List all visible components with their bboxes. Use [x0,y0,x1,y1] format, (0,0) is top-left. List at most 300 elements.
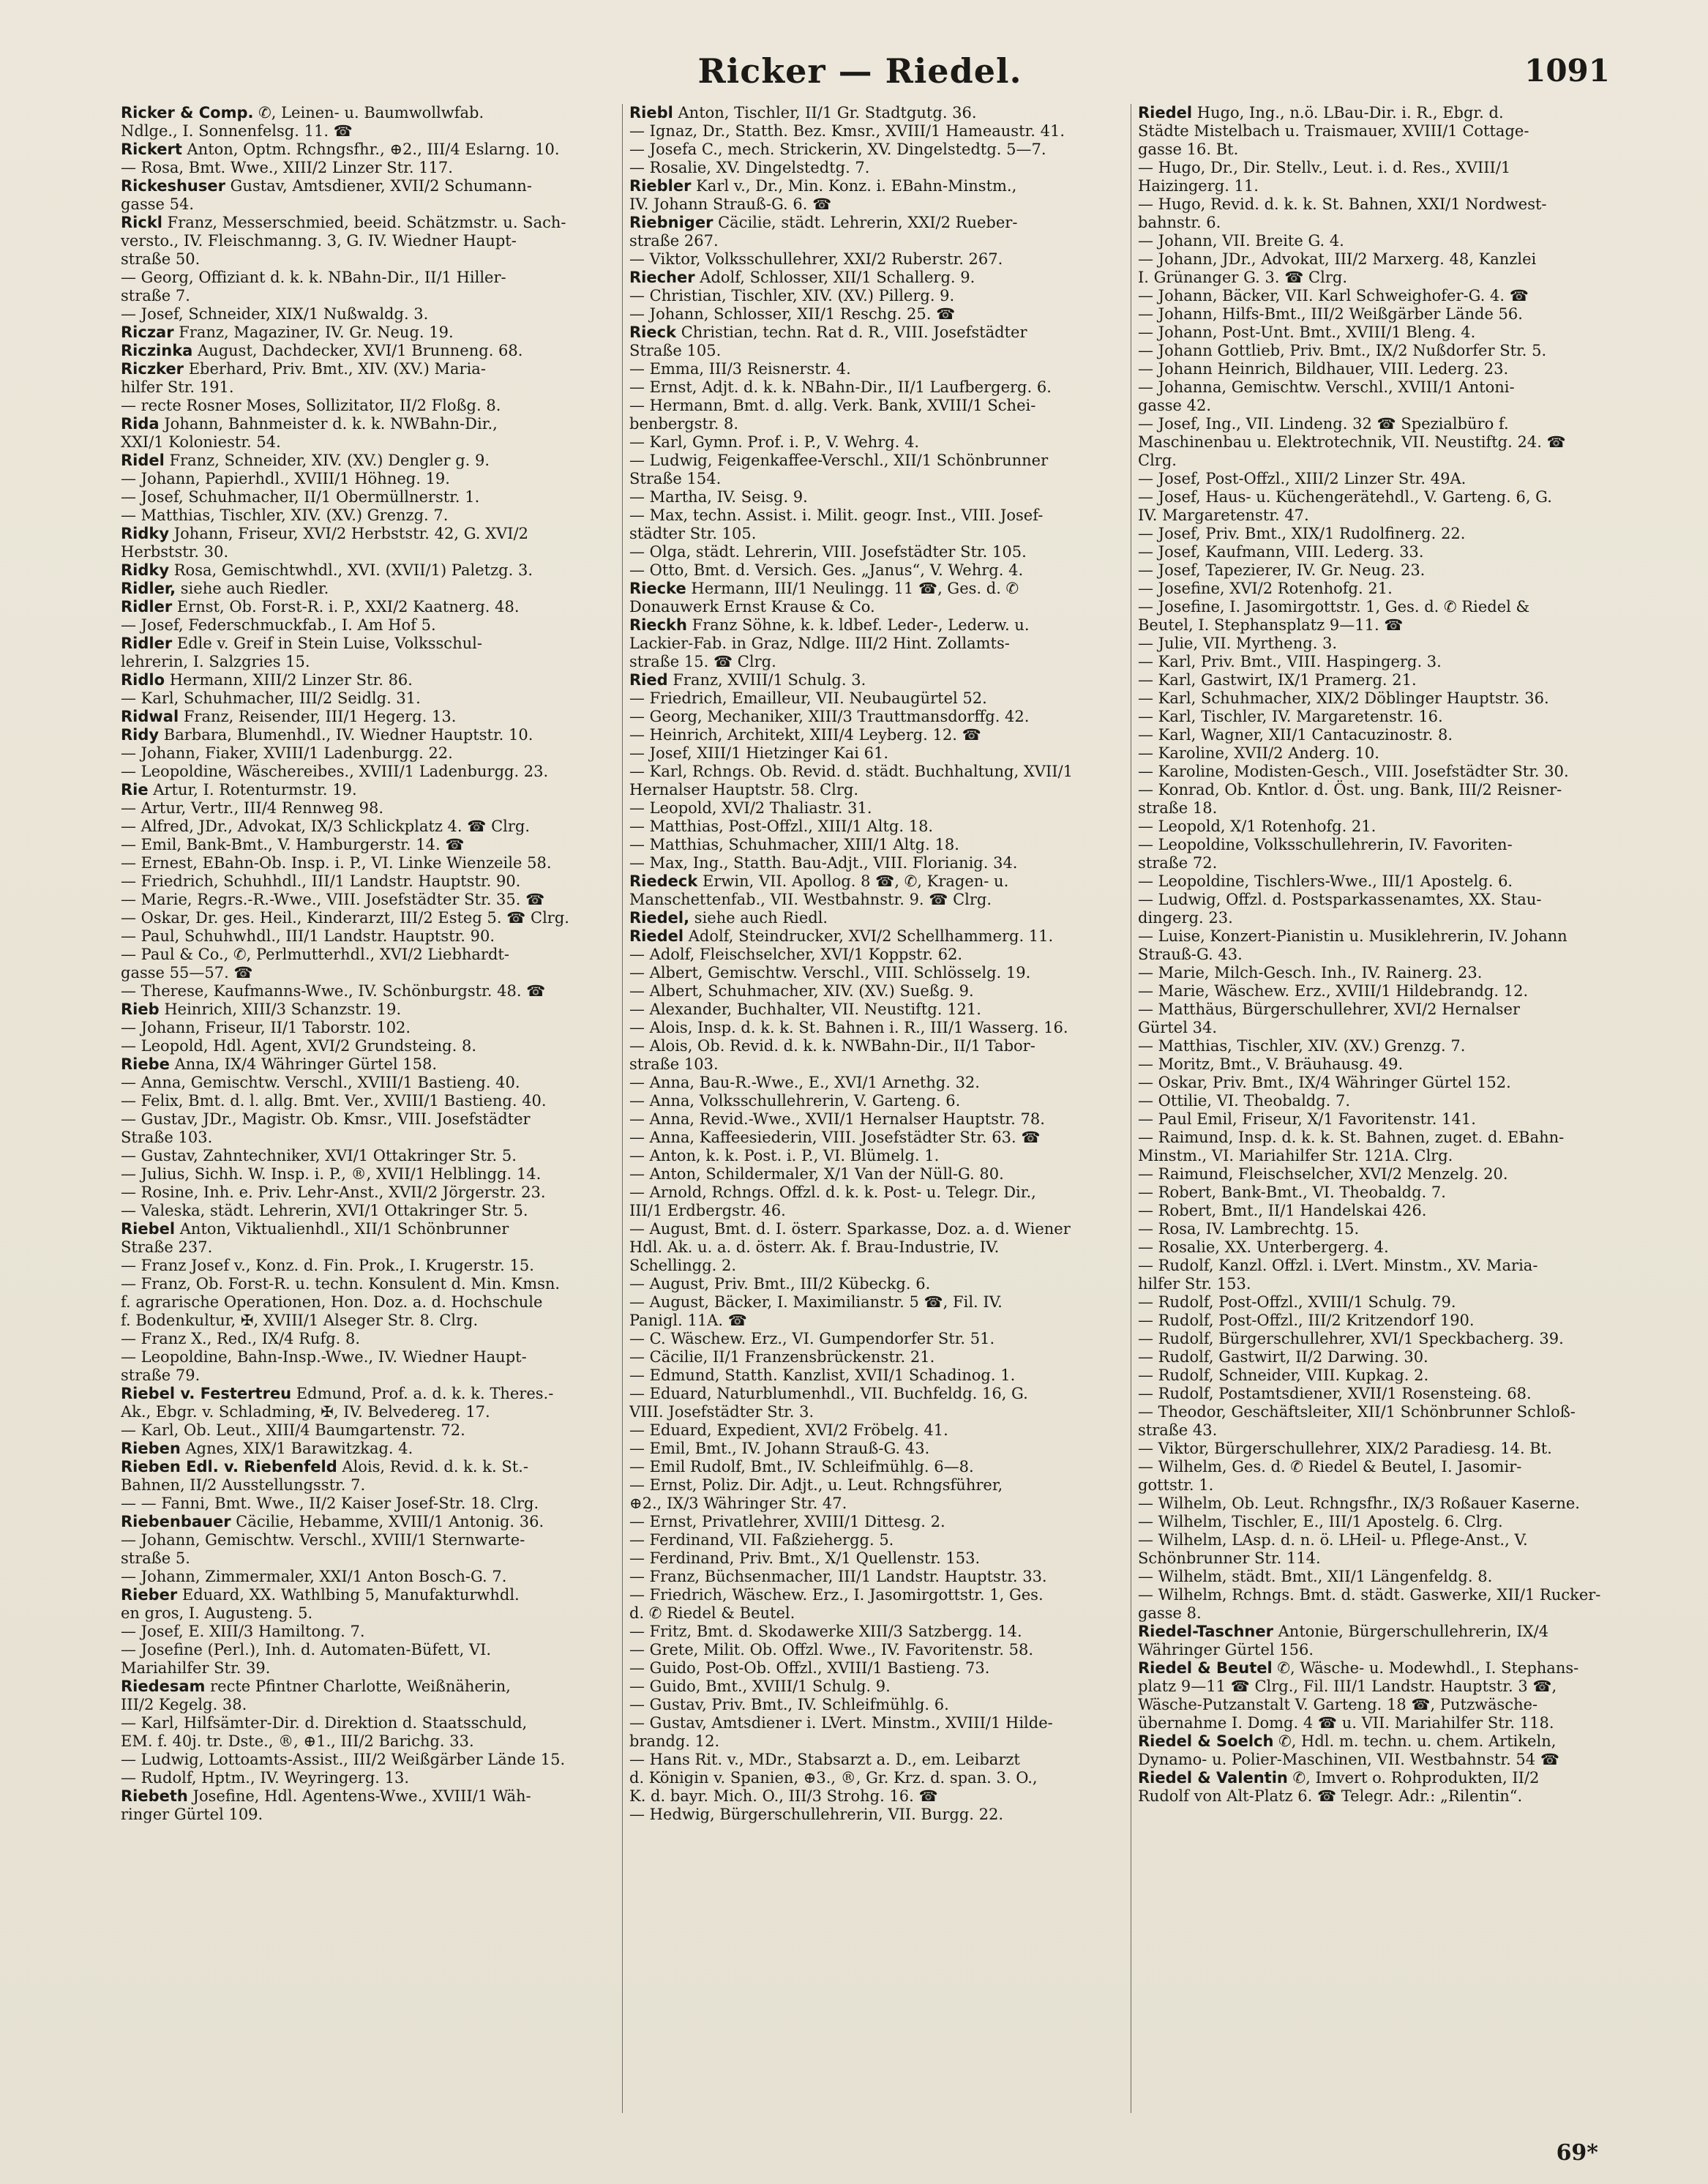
directory-entry [121,269,613,287]
directory-entry [629,1806,1121,1824]
entry-text: — Franz Josef v., Konz. d. Fin. Prok., I. Krugerstr. 15. [121,1257,534,1274]
directory-entry [629,269,1121,287]
entry-text: — Johanna, Gemischtw. Verschl., XVIII/1 Antoni- [1138,378,1515,396]
page-number: 1091 [1524,53,1610,89]
entry-text: Panigl. 11A. ☎ [629,1312,747,1329]
directory-entry [121,1312,613,1330]
directory-entry [629,195,1121,214]
directory-entry [121,982,613,1001]
directory-entry [121,763,613,781]
directory-entry [121,1806,613,1824]
directory-entry [1138,726,1630,744]
entry-text: Gürtel 34. [1138,1019,1217,1036]
entry-text: — Moritz, Bmt., V. Bräuhausg. 49. [1138,1055,1404,1073]
entry-text: — Emma, III/3 Reisnerstr. 4. [629,360,851,378]
entry-text: — Johann, Friseur, II/1 Taborstr. 102. [121,1019,411,1036]
directory-entry [121,818,613,836]
directory-entry [1138,1751,1630,1769]
entry-text: Anton, Optm. Rchngsfhr., ⊕2., III/4 Eslarng. 10. [181,141,560,158]
entry-text: — Rudolf, Hptm., IV. Weyringerg. 13. [121,1769,410,1787]
entry-text: Gustav, Amtsdiener, XVII/2 Schumann- [225,177,532,195]
directory-entry [629,1751,1121,1769]
entry-text: Eberhard, Priv. Bmt., XIV. (XV.) Maria- [184,360,486,378]
directory-entry [1138,1769,1630,1787]
entry-surname: Rieb [121,1001,160,1018]
entry-text: — Julius, Sichh. W. Insp. i. P., ®, XVII/1 Helblingg. 14. [121,1165,542,1183]
directory-entry [1138,1257,1630,1275]
column-3 [1138,104,1630,2124]
entry-text: Karl v., Dr., Min. Konz. i. EBahn-Minstm., [691,177,1017,195]
directory-entry [629,1055,1121,1074]
directory-entry [629,1513,1121,1531]
directory-entry [121,1183,613,1202]
directory-entry [629,1421,1121,1440]
directory-entry [629,1568,1121,1586]
entry-text: — Franz, Ob. Forst-R. u. techn. Konsulent d. Min. Kmsn. [121,1275,561,1293]
entry-text: — Ludwig, Offzl. d. Postsparkassenamtes, XX. Stau- [1138,891,1542,908]
entry-text: Straße 105. [629,342,722,359]
directory-entry [121,470,613,488]
entry-text: gasse 16. Bt. [1138,141,1239,158]
entry-text: en gros, I. Augusteng. 5. [121,1604,313,1622]
entry-surname: Riedel, [629,909,690,927]
directory-entry [121,561,613,580]
directory-entry [629,1037,1121,1055]
directory-entry [121,1678,613,1696]
entry-text: Franz, Schneider, XIV. (XV.) Dengler g. 9. [164,452,490,469]
entry-text: brandg. 12. [629,1732,720,1750]
entry-text: — Friedrich, Emailleur, VII. Neubaugürtel 52. [629,689,987,707]
directory-entry [629,232,1121,250]
directory-entry [121,1055,613,1074]
directory-entry [121,580,613,598]
entry-text: — Paul Emil, Friseur, X/1 Favoritenstr. 141. [1138,1110,1476,1128]
entry-text: Währinger Gürtel 156. [1138,1641,1314,1658]
directory-entry [629,708,1121,726]
directory-entry [629,580,1121,598]
entry-text: — Leopoldine, Bahn-Insp.-Wwe., IV. Wiedner Haupt- [121,1348,527,1366]
entry-text: — Wilhelm, Rchngs. Bmt. d. städt. Gaswerke, XII/1 Rucker- [1138,1586,1601,1604]
directory-entry [121,781,613,799]
directory-entry [121,415,613,433]
entry-text: — Johann, Gemischtw. Verschl., XVIII/1 Sternwarte- [121,1531,525,1549]
entry-text: — Johann, VII. Breite G. 4. [1138,232,1344,250]
directory-entry [629,250,1121,269]
directory-entry [629,744,1121,763]
directory-entry [629,1385,1121,1403]
entry-text: — Emil, Bank-Bmt., V. Hamburgerstr. 14. ☎ [121,836,465,853]
entry-text: straße 72. [1138,854,1218,872]
column-1 [121,104,613,2124]
entry-text: Adolf, Steindrucker, XVI/2 Schellhammerg. 11. [683,927,1054,945]
entry-text: — Josefine, I. Jasomirgottstr. 1, Ges. d. ✆ Riedel & [1138,598,1530,616]
directory-entry [629,1129,1121,1147]
entry-text: — — Fanni, Bmt. Wwe., II/2 Kaiser Josef-Str. 18. Clrg. [121,1495,539,1512]
directory-entry [629,1714,1121,1732]
directory-entry [1138,195,1630,214]
directory-entry [1138,689,1630,708]
directory-entry [1138,1001,1630,1019]
directory-entry [1138,177,1630,195]
directory-entry [1138,378,1630,397]
directory-entry [1138,159,1630,177]
directory-entry [121,689,613,708]
directory-entry [629,561,1121,580]
directory-entry [121,1787,613,1806]
entry-text: — Karl, Ob. Leut., XIII/4 Baumgartenstr. 72. [121,1421,465,1439]
entry-text: siehe auch Riedl. [689,909,828,927]
entry-text: — Oskar, Dr. ges. Heil., Kinderarzt, III/2 Esteg 5. ☎ Clrg. [121,909,569,927]
entry-text: — Josef, Schuhmacher, II/1 Obermüllnerstr. 1. [121,488,480,506]
entry-text: — Rosa, IV. Lambrechtg. 15. [1138,1220,1360,1238]
directory-entry [121,1348,613,1366]
entry-text: IV. Johann Strauß-G. 6. ☎ [629,195,832,213]
entry-text: ✆, Imvert o. Rohprodukten, II/2 [1287,1769,1540,1787]
entry-text: — Matthias, Tischler, XIV. (XV.) Grenzg. 7. [121,506,449,524]
entry-text: — Josef, Kaufmann, VIII. Lederg. 33. [1138,543,1424,561]
entry-text: — Johann, Hilfs-Bmt., III/2 Weißgärber Lände 56. [1138,305,1523,323]
entry-text: — Marie, Wäschew. Erz., XVIII/1 Hildebrandg. 12. [1138,982,1529,1000]
entry-surname: Ridler, [121,580,176,597]
entry-text: Franz, Reisender, III/1 Hegerg. 13. [179,708,457,725]
directory-entry [1138,1293,1630,1312]
entry-text: — Anna, Kaffeesiederin, VIII. Josefstädter Str. 63. ☎ [629,1129,1041,1146]
directory-columns [121,104,1606,2124]
directory-entry [1138,561,1630,580]
directory-entry [629,360,1121,378]
entry-text: — Robert, Bank-Bmt., VI. Theobaldg. 7. [1138,1183,1446,1201]
entry-surname: Riebniger [629,214,713,231]
directory-entry [121,397,613,415]
directory-entry [629,1183,1121,1202]
directory-entry [1138,1495,1630,1513]
entry-text: lehrerin, I. Salzgries 15. [121,653,310,670]
entry-text: — Arnold, Rchngs. Offzl. d. k. k. Post- u. Telegr. Dir., [629,1183,1036,1201]
directory-entry [1138,1037,1630,1055]
entry-text: Rosa, Gemischtwhdl., XVI. (XVII/1) Paletzg. 3. [169,561,533,579]
directory-entry [121,799,613,818]
entry-text: — Therese, Kaufmanns-Wwe., IV. Schönburgstr. 48. ☎ [121,982,546,1000]
directory-entry [629,1293,1121,1312]
directory-entry [629,525,1121,543]
directory-entry [121,141,613,159]
entry-text: Heinrich, XIII/3 Schanzstr. 19. [159,1001,402,1018]
entry-text: — Ernst, Poliz. Dir. Adjt., u. Leut. Rchngsführer, [629,1476,1003,1494]
entry-text: siehe auch Riedler. [176,580,329,597]
entry-text: Hernalser Hauptstr. 58. Clrg. [629,781,859,799]
entry-text: — Christian, Tischler, XIV. (XV.) Pillerg. 9. [629,287,955,304]
entry-surname: Riebler [629,177,692,195]
directory-entry [1138,1476,1630,1495]
directory-entry [629,214,1121,232]
entry-text: — Oskar, Priv. Bmt., IX/4 Währinger Gürtel 152. [1138,1074,1511,1091]
directory-entry [121,1549,613,1568]
entry-surname: Ridky [121,525,170,542]
directory-entry [629,799,1121,818]
directory-entry [1138,635,1630,653]
entry-text: — Konrad, Ob. Kntlor. d. Öst. ung. Bank, III/2 Reisner- [1138,781,1562,799]
entry-text: Hugo, Ing., n.ö. LBau-Dir. i. R., Ebgr. d. [1192,104,1504,121]
entry-text: EM. f. 40j. tr. Dste., ®, ⊕1., III/2 Barichg. 33. [121,1732,474,1750]
entry-text: — Josefine (Perl.), Inh. d. Automaten-Büfett, VI. [121,1641,492,1658]
directory-entry [121,1330,613,1348]
directory-entry [121,433,613,452]
entry-text: IV. Margaretenstr. 47. [1138,506,1309,524]
entry-text: Christian, techn. Rat d. R., VIII. Josefstädter [676,324,1027,341]
entry-surname: Rieber [121,1586,178,1604]
entry-text: — Ignaz, Dr., Statth. Bez. Kmsr., XVIII/1 Hameaustr. 41. [629,122,1065,140]
directory-entry [121,305,613,324]
entry-text: — Karoline, XVII/2 Anderg. 10. [1138,744,1379,762]
entry-text: — Leopoldine, Volksschullehrerin, IV. Favoriten- [1138,836,1513,853]
entry-text: Hermann, XIII/2 Linzer Str. 86. [165,671,413,689]
directory-entry [629,177,1121,195]
entry-text: übernahme I. Domg. 4 ☎ u. VII. Mariahilfer Str. 118. [1138,1714,1554,1732]
entry-text: gasse 54. [121,195,195,213]
entry-surname: Riczker [121,360,184,378]
entry-text: Wäsche-Putzanstalt V. Garteng. 18 ☎, Putzwäsche- [1138,1696,1538,1713]
entry-text: Antonie, Bürgerschullehrerin, IX/4 [1273,1623,1549,1640]
entry-text: — Anna, Volksschullehrerin, V. Garteng. 6. [629,1092,961,1110]
directory-entry [1138,1220,1630,1238]
entry-text: — Georg, Offiziant d. k. k. NBahn-Dir., II/1 Hiller- [121,269,506,286]
directory-entry [629,1275,1121,1293]
directory-entry [1138,891,1630,909]
entry-surname: Riedeck [629,872,698,890]
entry-text: — Ottilie, VI. Theobaldg. 7. [1138,1092,1351,1110]
entry-text: Ndlge., I. Sonnenfelsg. 11. ☎ [121,122,353,140]
directory-entry [629,141,1121,159]
directory-entry [121,1641,613,1659]
entry-text: Johann, Friseur, XVI/2 Herbststr. 42, G. XVI/2 [169,525,528,542]
entry-text: — C. Wäschew. Erz., VI. Gumpendorfer Str. 51. [629,1330,995,1347]
directory-entry [629,1348,1121,1366]
directory-entry [121,1001,613,1019]
entry-text: — Eduard, Expedient, XVI/2 Fröbelg. 41. [629,1421,948,1439]
directory-entry [121,287,613,305]
directory-entry [1138,781,1630,799]
entry-text: — Friedrich, Schuhhdl., III/1 Landstr. Hauptstr. 90. [121,872,521,890]
entry-surname: Riedel-Taschner [1138,1623,1273,1640]
entry-surname: Riebel [121,1220,176,1238]
directory-entry [1138,671,1630,689]
directory-entry [1138,1586,1630,1604]
directory-entry [1138,946,1630,964]
directory-entry [121,250,613,269]
directory-entry [629,1330,1121,1348]
entry-surname: Ricker & Comp. [121,104,254,121]
directory-entry [121,1092,613,1110]
entry-surname: Riedel & Valentin [1138,1769,1288,1787]
directory-entry [1138,122,1630,141]
directory-entry [1138,104,1630,122]
directory-entry [629,964,1121,982]
directory-entry [1138,324,1630,342]
entry-text: — Wilhelm, Tischler, E., III/1 Apostelg. 6. Clrg. [1138,1513,1503,1530]
entry-text: ringer Gürtel 109. [121,1806,263,1823]
entry-text: — Theodor, Geschäftsleiter, XII/1 Schönbrunner Schloß- [1138,1403,1576,1421]
entry-text: — Adolf, Fleischselcher, XVI/1 Koppstr. 62. [629,946,963,963]
entry-text: — Albert, Schuhmacher, XIV. (XV.) Sueßg. 9. [629,982,974,1000]
directory-entry [629,305,1121,324]
directory-entry [629,1696,1121,1714]
entry-text: Manschettenfab., VII. Westbahnstr. 9. ☎ Clrg. [629,891,992,908]
entry-text: — Johann, Fiaker, XVIII/1 Ladenburgg. 22. [121,744,453,762]
directory-entry [121,104,613,122]
entry-text: — August, Bmt. d. I. österr. Sparkasse, Doz. a. d. Wiener [629,1220,1071,1238]
entry-text: — Leopold, X/1 Rotenhofg. 21. [1138,818,1376,835]
directory-entry [121,1366,613,1385]
directory-entry [629,1312,1121,1330]
directory-entry [121,543,613,561]
directory-entry [629,470,1121,488]
entry-text: — August, Priv. Bmt., III/2 Kübeckg. 6. [629,1275,931,1293]
directory-entry [629,543,1121,561]
entry-text: — Matthäus, Bürgerschullehrer, XVI/2 Hernalser [1138,1001,1521,1018]
entry-text: — Leopoldine, Tischlers-Wwe., III/1 Apostelg. 6. [1138,872,1513,890]
entry-surname: Rieben [121,1440,181,1457]
entry-text: — Rudolf, Schneider, VIII. Kupkag. 2. [1138,1366,1429,1384]
entry-text: Mariahilfer Str. 39. [121,1659,271,1677]
entry-text: Herbststr. 30. [121,543,229,561]
entry-text: Ak., Ebgr. v. Schladming, ✠, IV. Belvedereg. 17. [121,1403,490,1421]
entry-text: — Luise, Konzert-Pianistin u. Musiklehrerin, IV. Johann [1138,927,1567,945]
directory-entry [1138,1275,1630,1293]
directory-entry [1138,1055,1630,1074]
entry-text: — Karl, Gymn. Prof. i. P., V. Wehrg. 4. [629,433,920,451]
entry-text: — Fritz, Bmt. d. Skodawerke XIII/3 Satzbergg. 14. [629,1623,1022,1640]
entry-text: — Wilhelm, Ob. Leut. Rchngsfhr., IX/3 Roßauer Kaserne. [1138,1495,1580,1512]
entry-text: — Julie, VII. Myrtheng. 3. [1138,635,1338,652]
entry-text: — Max, techn. Assist. i. Milit. geogr. Inst., VIII. Josef- [629,506,1044,524]
entry-text: — Karl, Priv. Bmt., VIII. Haspingerg. 3. [1138,653,1442,670]
signature-mark: 69* [1556,2140,1598,2166]
entry-text: — Matthias, Schuhmacher, XIII/1 Altg. 18. [629,836,959,853]
entry-text: K. d. bayr. Mich. O., III/3 Strohg. 16. ☎ [629,1787,938,1805]
entry-text: — August, Bäcker, I. Maximilianstr. 5 ☎, Fil. IV. [629,1293,1003,1311]
directory-entry [1138,397,1630,415]
entry-text: recte Pfintner Charlotte, Weißnäherin, [205,1678,511,1695]
directory-entry [1138,653,1630,671]
entry-text: — Rudolf, Gastwirt, II/2 Darwing. 30. [1138,1348,1428,1366]
entry-text: — Josef, XIII/1 Hietzinger Kai 61. [629,744,889,762]
directory-entry [121,1403,613,1421]
directory-entry [1138,269,1630,287]
directory-entry [629,324,1121,342]
directory-entry [121,122,613,141]
entry-text: hilfer Str. 153. [1138,1275,1251,1293]
directory-entry [121,1568,613,1586]
entry-surname: Rieben Edl. v. Riebenfeld [121,1458,337,1476]
directory-entry [1138,708,1630,726]
entry-surname: Riecher [629,269,695,286]
directory-entry [629,122,1121,141]
directory-entry [1138,1074,1630,1092]
directory-entry [121,1495,613,1513]
entry-text: Anton, Tischler, II/1 Gr. Stadtgutg. 36. [673,104,977,121]
entry-text: VIII. Josefstädter Str. 3. [629,1403,814,1421]
entry-text: bahnstr. 6. [1138,214,1221,231]
entry-text: — Rudolf, Post-Offzl., XVIII/1 Schulg. 79. [1138,1293,1456,1311]
entry-surname: Riedesam [121,1678,206,1695]
entry-text: — recte Rosner Moses, Sollizitator, II/2 Floßg. 8. [121,397,501,414]
directory-entry [1138,141,1630,159]
directory-entry [121,214,613,232]
directory-entry [121,1476,613,1495]
directory-entry [629,378,1121,397]
entry-text: Anton, Viktualienhdl., XII/1 Schönbrunner [175,1220,509,1238]
entry-surname: Ridy [121,726,160,744]
directory-entry [1138,909,1630,927]
entry-text: — Marie, Milch-Gesch. Inh., IV. Rainerg. 23. [1138,964,1483,981]
entry-surname: Ried [629,671,668,689]
entry-text: — Johann, Post-Unt. Bmt., XVIII/1 Bleng. 4. [1138,324,1476,341]
directory-entry [629,1787,1121,1806]
directory-entry [1138,1019,1630,1037]
entry-text: — Josefa C., mech. Strickerin, XV. Dingelstedtg. 5—7. [629,141,1046,158]
directory-entry [629,397,1121,415]
directory-entry [629,616,1121,635]
entry-text: — Josef, Priv. Bmt., XIX/1 Rudolfinerg. 22. [1138,525,1466,542]
entry-text: — Karl, Rchngs. Ob. Revid. d. städt. Buchhaltung, XVII/1 [629,763,1073,780]
entry-text: d. Königin v. Spanien, ⊕3., ®, Gr. Krz. d. span. 3. O., [629,1769,1038,1787]
entry-text: Eduard, XX. Wathlbing 5, Manufakturwhdl. [177,1586,520,1604]
directory-entry [1138,1787,1630,1806]
entry-text: III/1 Erdbergstr. 46. [629,1202,786,1219]
directory-entry [1138,1312,1630,1330]
directory-entry [629,1366,1121,1385]
directory-entry [121,1238,613,1257]
directory-entry [121,378,613,397]
directory-entry [121,708,613,726]
directory-entry [121,1074,613,1092]
directory-entry [629,1019,1121,1037]
directory-entry [629,946,1121,964]
entry-text: — Karl, Wagner, XII/1 Cantacuzinostr. 8. [1138,726,1453,744]
directory-entry [629,488,1121,506]
directory-entry [1138,1732,1630,1751]
entry-text: — Johann Gottlieb, Priv. Bmt., IX/2 Nußdorfer Str. 5. [1138,342,1547,359]
directory-entry [121,1019,613,1037]
entry-text: städter Str. 105. [629,525,757,542]
directory-entry [1138,1348,1630,1366]
entry-text: — Leopold, XVI/2 Thaliastr. 31. [629,799,872,817]
entry-text: — Paul, Schuhwhdl., III/1 Landstr. Hauptstr. 90. [121,927,495,945]
directory-entry [629,1440,1121,1458]
entry-text: straße 50. [121,250,201,268]
entry-text: Beutel, I. Stephansplatz 9—11. ☎ [1138,616,1404,634]
entry-text: — Wilhelm, LAsp. d. n. ö. LHeil- u. Pflege-Anst., V. [1138,1531,1528,1549]
directory-entry [121,1586,613,1604]
directory-entry [121,324,613,342]
directory-entry [121,891,613,909]
directory-entry [121,1275,613,1293]
entry-text: — Ludwig, Lottoamts-Assist., III/2 Weißgärber Lände 15. [121,1751,566,1768]
entry-text: ✆, Wäsche- u. Modewhdl., I. Stephans- [1272,1659,1579,1677]
directory-entry [1138,982,1630,1001]
directory-entry [1138,543,1630,561]
entry-text: Städte Mistelbach u. Traismauer, XVIII/1 Cottage- [1138,122,1529,140]
directory-entry [121,909,613,927]
directory-entry [629,287,1121,305]
directory-entry [121,616,613,635]
entry-text: — Ernst, Privatlehrer, XVIII/1 Dittesg. 2. [629,1513,945,1530]
directory-entry [121,452,613,470]
entry-text: Lackier-Fab. in Graz, Ndlge. III/2 Hint. Zollamts- [629,635,1010,652]
directory-entry [1138,1129,1630,1147]
directory-entry [121,1714,613,1732]
entry-text: — Hedwig, Bürgerschullehrerin, VII. Burgg. 22. [629,1806,1004,1823]
